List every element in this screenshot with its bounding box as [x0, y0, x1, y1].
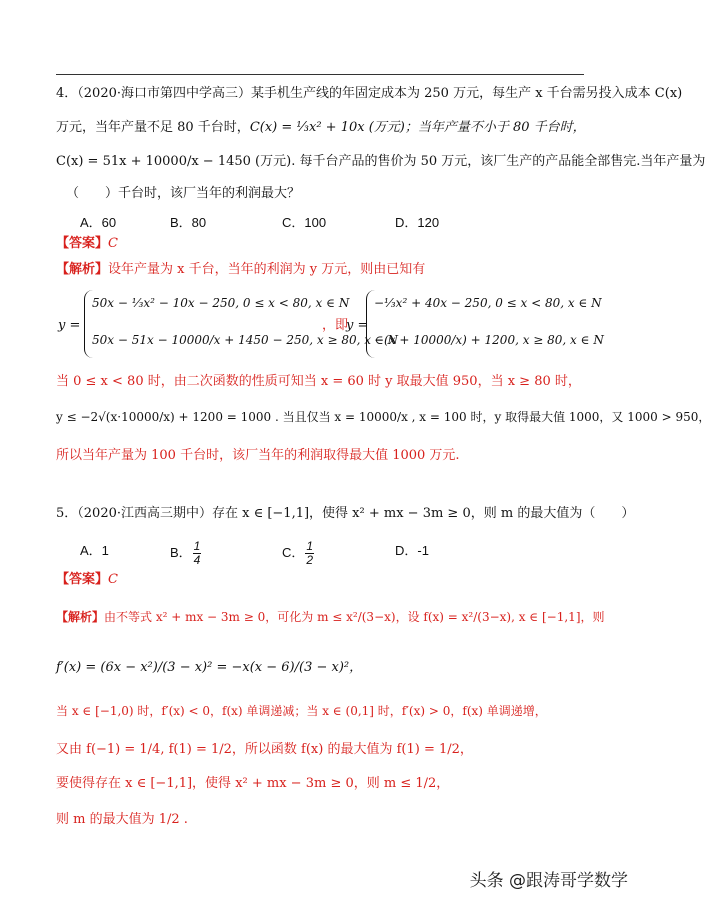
- piecewise-middle: ，即: [322, 318, 349, 333]
- q5-stem: 5．（2020·江西高三期中）存在 x ∈ [−1,1]，使得 x² + mx − 3m ≥ 0，则 m 的最大值为（ ）: [56, 506, 635, 521]
- q5-values: 又由 f(−1) = 1/4, f(1) = 1/2，所以函数 f(x) 的最大值为 f(1) = 1/2，: [56, 742, 473, 757]
- q5-analysis-line1: 【解析】由不等式 x² + mx − 3m ≥ 0，可化为 m ≤ x²/(3−x)，设 f(x) = x²/(3−x), x ∈ [−1,1]，则: [56, 610, 605, 624]
- piecewise-1b: 50x − 51x − 10000/x + 1450 − 250, x ≥ 80, x ∈ N: [92, 333, 398, 347]
- top-divider: [56, 74, 584, 75]
- analysis-tag: 【解析】: [56, 262, 109, 277]
- q5-option-a: A．1: [80, 543, 109, 558]
- q4-conclusion: 所以当年产量为 100 千台时，该厂当年的利润取得最大值 1000 万元.: [56, 448, 460, 463]
- q4-option-a: A．60: [80, 215, 117, 230]
- answer-tag-5: 【答案】: [56, 572, 109, 587]
- analysis-tag-5: 【解析】: [56, 610, 105, 624]
- piecewise-2a: −⅓x² + 40x − 250, 0 ≤ x < 80, x ∈ N: [374, 296, 602, 310]
- q4-stem-line1: 4．（2020·海口市第四中学高三）某手机生产线的年固定成本为 250 万元，每生产 x 千台需另投入成本 C(x): [56, 86, 683, 101]
- piecewise-y-label-2: y =: [346, 318, 369, 333]
- q5-option-c: C． $\frac{1}{2}$: [282, 539, 314, 568]
- q5-final: 则 m 的最大值为 1/2 .: [56, 812, 188, 827]
- q5-option-b: B． $\frac{1}{4}$: [170, 539, 201, 568]
- q4-analysis-line1: 【解析】设年产量为 x 千台，当年的利润为 y 万元，则由已知有: [56, 262, 426, 277]
- q4-stem-line3: C(x) = 51x + 10000/x − 1450 (万元). 每千台产品的售价为 50 万元，该厂生产的产品能全部售完.当年产量为: [56, 154, 706, 169]
- q5-derivative: f′(x) = (6x − x²)/(3 − x)² = −x(x − 6)/(3 − x)²，: [56, 660, 363, 675]
- q5-monotonic: 当 x ∈ [−1,0) 时，f′(x) < 0，f(x) 单调递减；当 x ∈ (0,1] 时，f′(x) > 0，f(x) 单调递增，: [56, 704, 547, 718]
- q4-option-c: C．100: [282, 215, 327, 230]
- q5-existence: 要使得存在 x ∈ [−1,1]，使得 x² + mx − 3m ≥ 0，则 m ≤ 1/2，: [56, 776, 450, 791]
- piecewise-2b: −(x + 10000/x) + 1200, x ≥ 80, x ∈ N: [374, 333, 604, 347]
- watermark: 头条 @跟涛哥学数学: [469, 871, 628, 891]
- q4-answer-line: [56, 236, 118, 252]
- answer-value-5: C: [108, 572, 118, 587]
- piecewise-y-label: y =: [58, 318, 81, 333]
- q4-stem-line4: （ ）千台时，该厂当年的利润最大？: [66, 186, 301, 201]
- piecewise-1a: 50x − ⅓x² − 10x − 250, 0 ≤ x < 80, x ∈ N: [92, 296, 350, 310]
- q5-option-d: D．-1: [395, 543, 429, 558]
- q4-stem-line2: 万元，当年产量不足 80 千台时，C(x) = ⅓x² + 10x (万元)；当年产量不小于 80 千台时，: [56, 120, 586, 135]
- q4-option-b: B．80: [170, 215, 207, 230]
- q5-answer-line: [56, 572, 118, 588]
- q4-analysis-ineq: y ≤ −2√(x·10000/x) + 1200 = 1000 . 当且仅当 x = 10000/x , x = 100 时，y 取得最大值 1000，又 1000 > 950，: [56, 410, 710, 424]
- answer-value: C: [108, 236, 118, 251]
- q4-option-d: D．120: [395, 215, 440, 230]
- q4-analysis-when: 当 0 ≤ x < 80 时，由二次函数的性质可知当 x = 60 时 y 取最大值 950，当 x ≥ 80 时，: [56, 374, 581, 389]
- answer-tag: 【答案】: [56, 236, 109, 251]
